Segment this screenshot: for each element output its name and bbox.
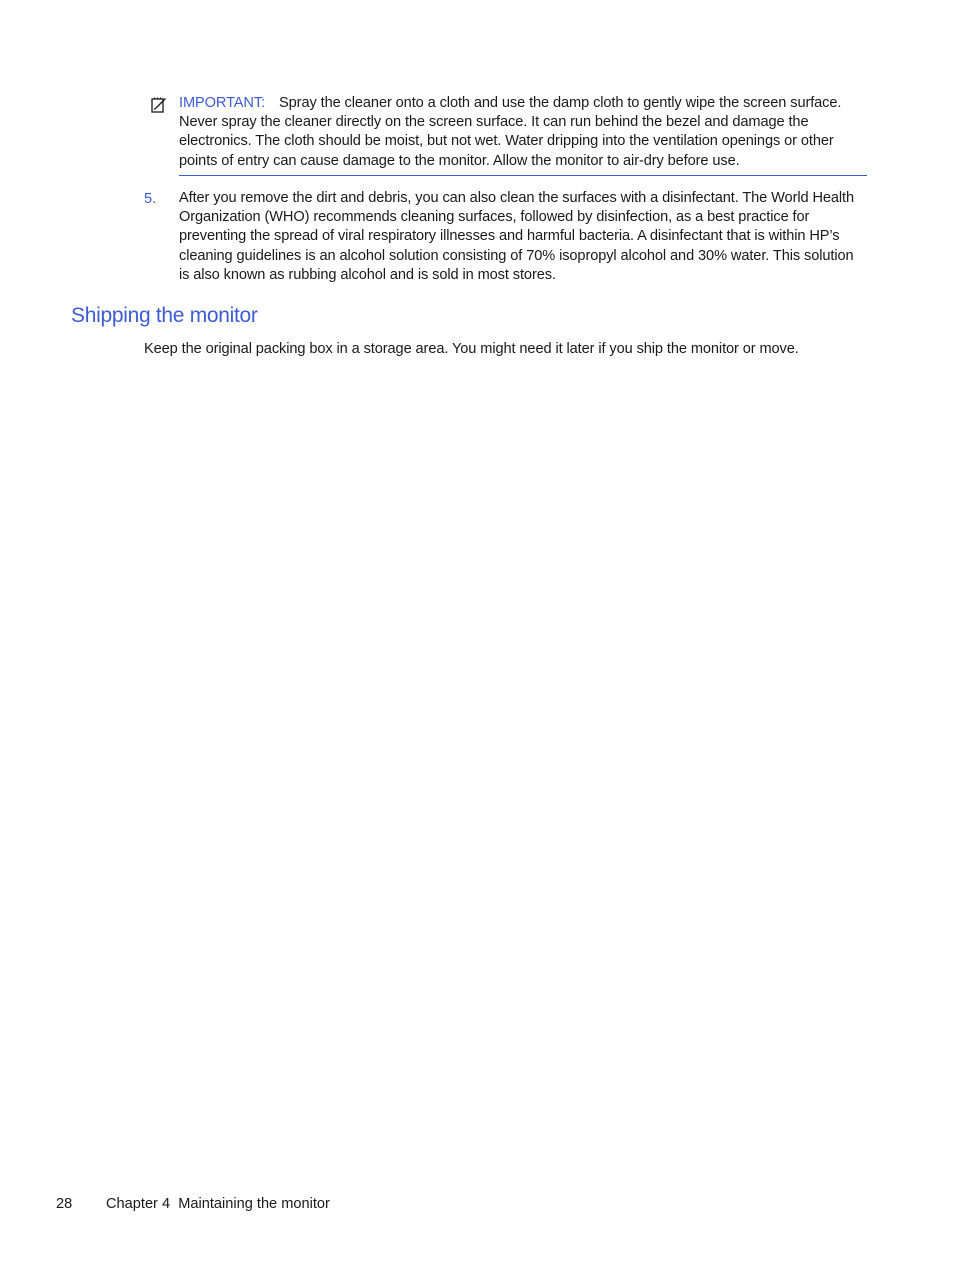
important-note-icon xyxy=(150,96,168,114)
page-number: 28 xyxy=(56,1196,73,1212)
step-number: 5. xyxy=(144,191,157,207)
important-note-text: Spray the cleaner onto a cloth and use the damp cloth to gently wipe the screen surface. Never spray the cleaner directly on the screen surface. It can run behind the bezel and damage the electronics. The cloth should be moist, but not wet. Water dripping into the ventilation openings or other points of entry can cause damage to the monitor. Allow the monitor to air-dry before use. xyxy=(179,95,842,169)
page-footer xyxy=(56,1195,330,1214)
step-5 xyxy=(144,189,867,285)
section-paragraph: Keep the original packing box in a storage area. You might need it later if you ship the monitor or move. xyxy=(144,341,799,357)
important-note xyxy=(150,94,867,176)
important-note-body xyxy=(179,94,867,176)
chapter-title: Chapter 4 Maintaining the monitor xyxy=(106,1196,330,1212)
step-text: After you remove the dirt and debris, you can also clean the surfaces with a disinfectant. The World Health Organization (WHO) recommends cleaning surfaces, followed by disinfection, as a best practice for preventing the spread of viral respiratory illnesses and harmful bacteria. A disinfectant that is within HP’s cleaning guidelines is an alcohol solution consisting of 70% isopropyl alcohol and 30% water. This solution is also known as rubbing alcohol and is sold in most stores. xyxy=(179,190,855,283)
important-label: IMPORTANT: xyxy=(179,95,266,111)
section-heading: Shipping the monitor xyxy=(71,304,258,327)
